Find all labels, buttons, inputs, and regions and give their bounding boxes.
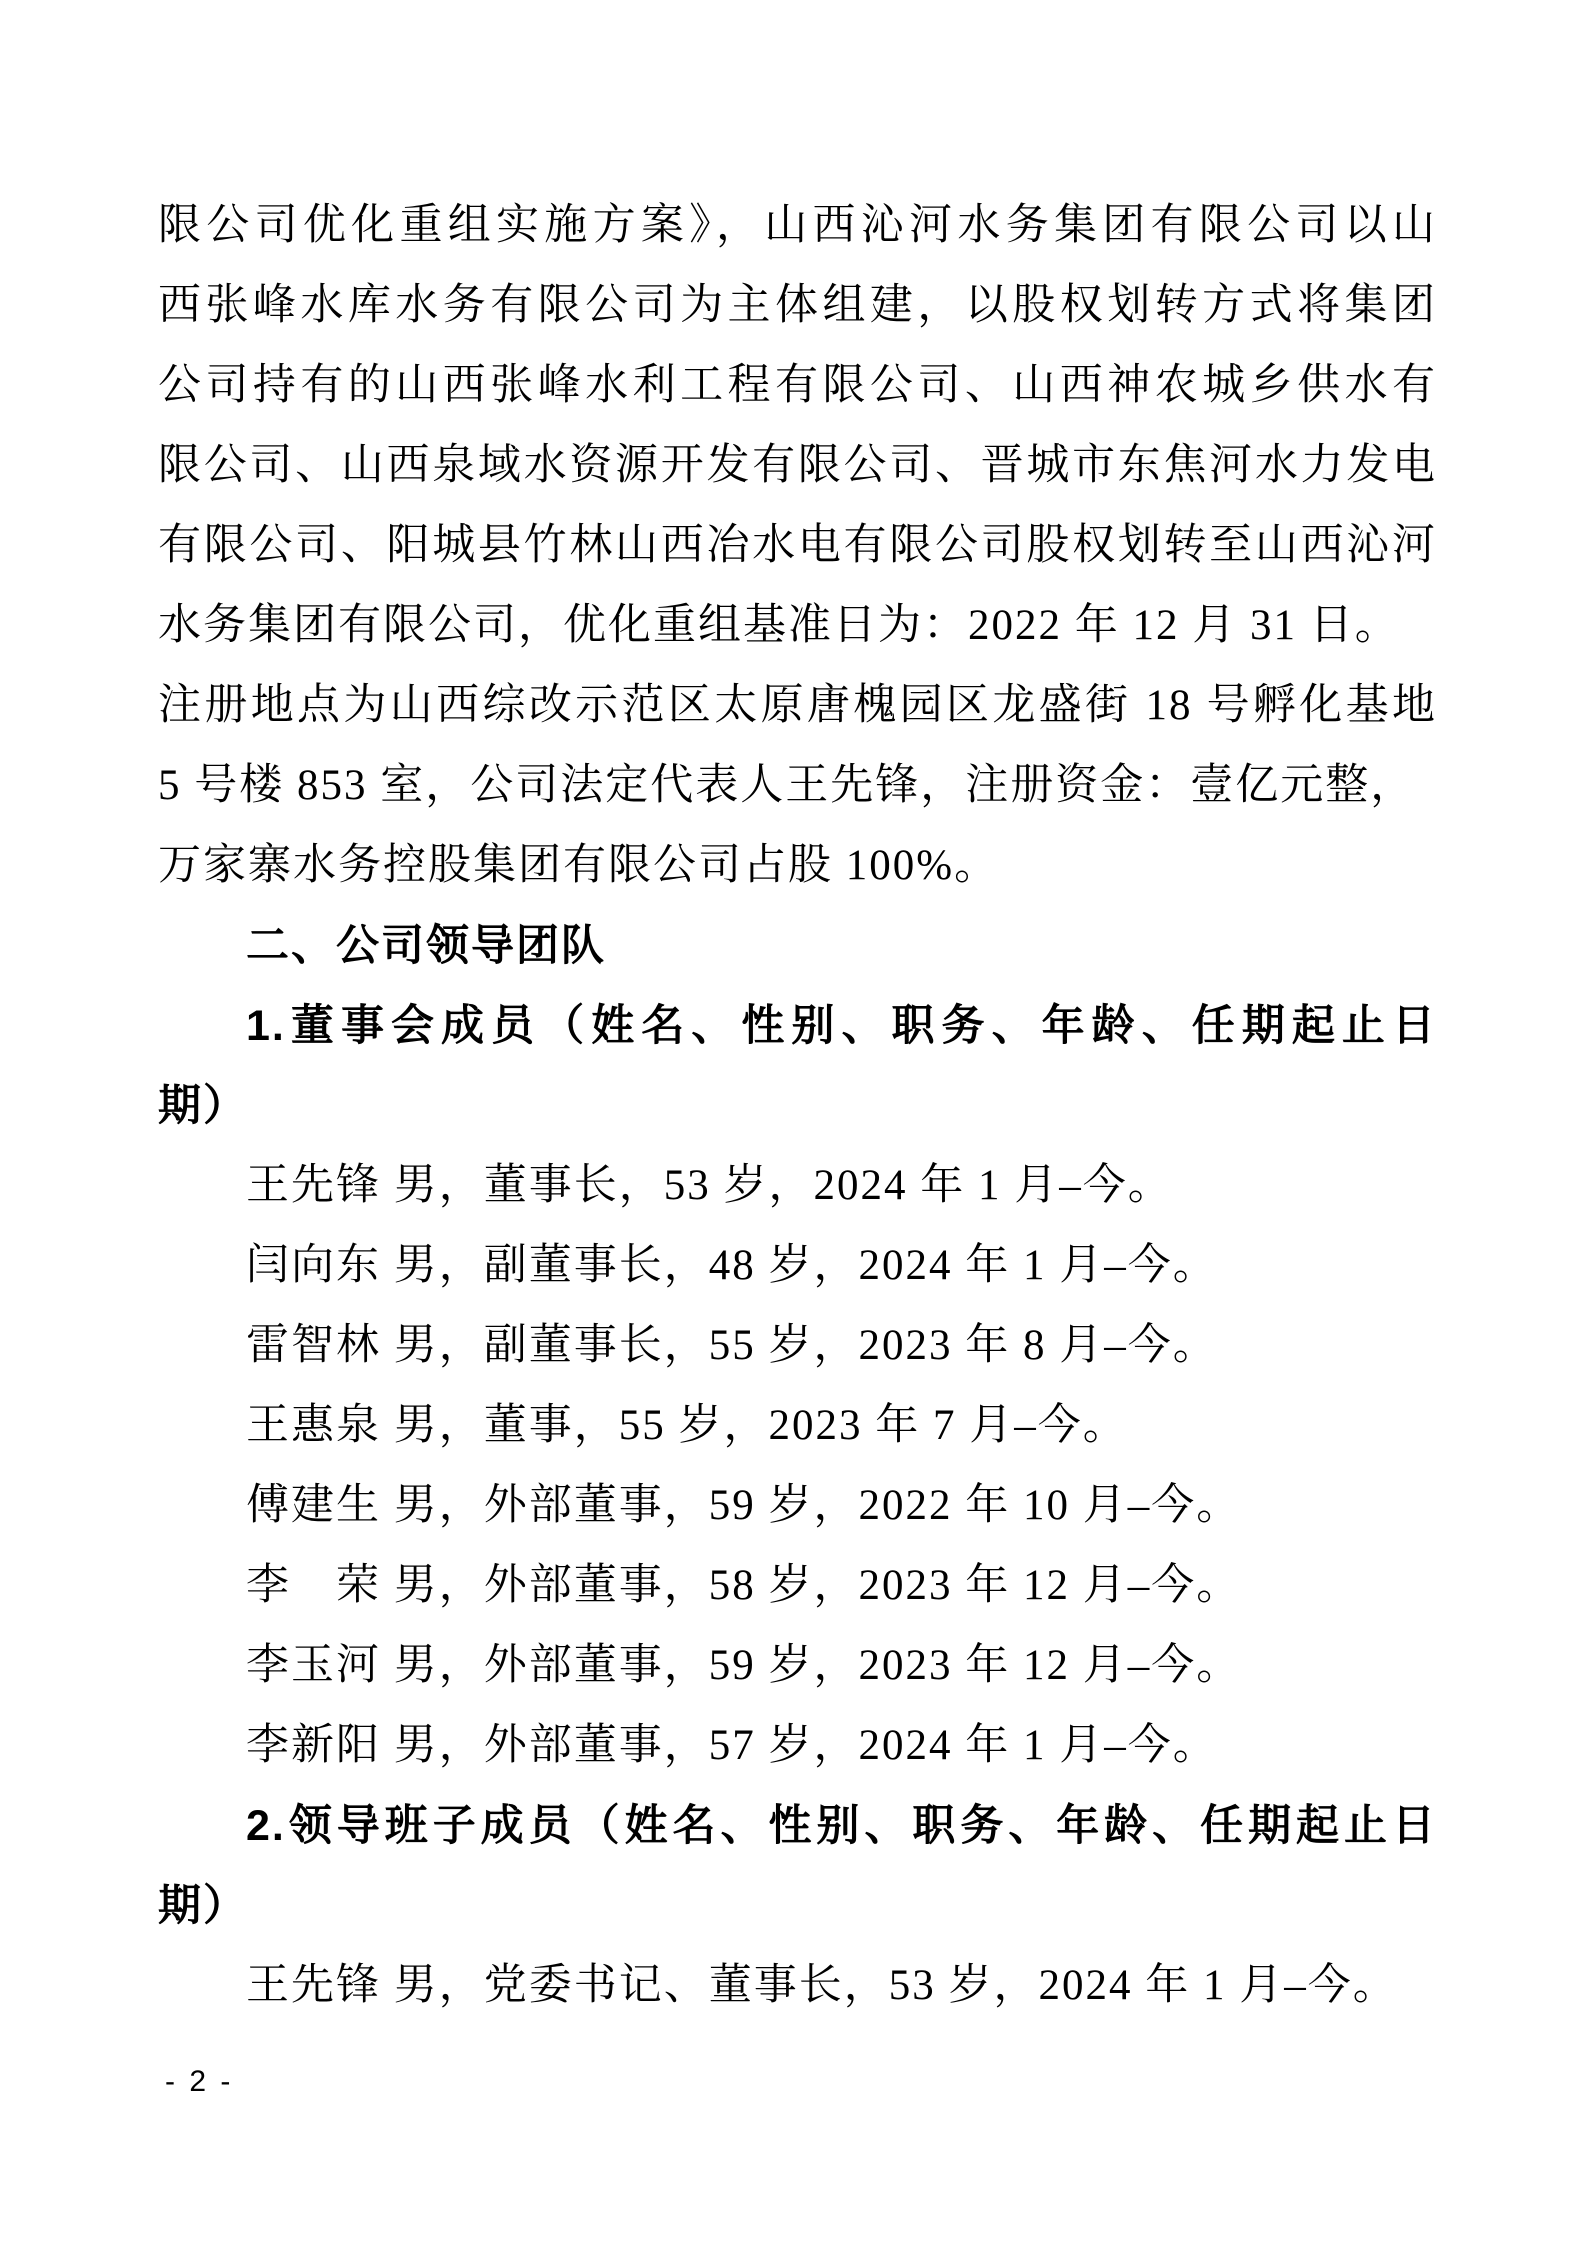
page-number: - 2 -	[165, 2065, 234, 2098]
paragraph-line: 有限公司、阳城县竹林山西冶水电有限公司股权划转至山西沁河	[158, 522, 1437, 569]
leadership-members-heading: 2.领导班子成员（姓名、性别、职务、年龄、任期起止日	[246, 1802, 1437, 1850]
paragraph-line: 限公司、山西泉域水资源开发有限公司、晋城市东焦河水力发电	[158, 442, 1437, 489]
paragraph-line: 西张峰水库水务有限公司为主体组建，以股权划转方式将集团	[158, 282, 1437, 329]
paragraph-line: 限公司优化重组实施方案》，山西沁河水务集团有限公司以山	[158, 202, 1437, 249]
paragraph-line: 公司持有的山西张峰水利工程有限公司、山西神农城乡供水有	[158, 362, 1437, 409]
board-member-row: 李 荣 男，外部董事，58 岁，2023 年 12 月–今。	[246, 1562, 1242, 1609]
board-member-row: 雷智林 男，副董事长，55 岁，2023 年 8 月–今。	[246, 1322, 1218, 1369]
leadership-members-heading-continuation: 期）	[158, 1882, 248, 1930]
board-member-row: 李新阳 男，外部董事，57 岁，2024 年 1 月–今。	[246, 1722, 1218, 1769]
board-member-row: 王惠泉 男，董事，55 岁，2023 年 7 月–今。	[246, 1402, 1128, 1449]
page-body	[158, 186, 1437, 2026]
paragraph-line: 5 号楼 853 室，公司法定代表人王先锋，注册资金：壹亿元整，	[158, 762, 1416, 809]
board-member-row: 李玉河 男，外部董事，59 岁，2023 年 12 月–今。	[246, 1642, 1242, 1689]
paragraph-line: 水务集团有限公司，优化重组基准日为：2022 年 12 月 31 日。	[158, 602, 1400, 649]
board-members-heading: 1.董事会成员（姓名、性别、职务、年龄、任期起止日	[246, 1002, 1437, 1050]
board-member-row: 闫向东 男，副董事长，48 岁，2024 年 1 月–今。	[246, 1242, 1218, 1289]
paragraph-line: 注册地点为山西综改示范区太原唐槐园区龙盛街 18 号孵化基地	[158, 682, 1437, 729]
section-heading-leadership-team: 二、公司领导团队	[246, 922, 606, 970]
board-member-row: 傅建生 男，外部董事，59 岁，2022 年 10 月–今。	[246, 1482, 1242, 1529]
board-member-row: 王先锋 男，董事长，53 岁，2024 年 1 月–今。	[246, 1162, 1173, 1209]
board-members-heading-continuation: 期）	[158, 1082, 248, 1130]
leadership-member-row: 王先锋 男，党委书记、董事长，53 岁，2024 年 1 月–今。	[246, 1962, 1398, 2009]
paragraph-line: 万家寨水务控股集团有限公司占股 100%。	[158, 842, 1000, 889]
